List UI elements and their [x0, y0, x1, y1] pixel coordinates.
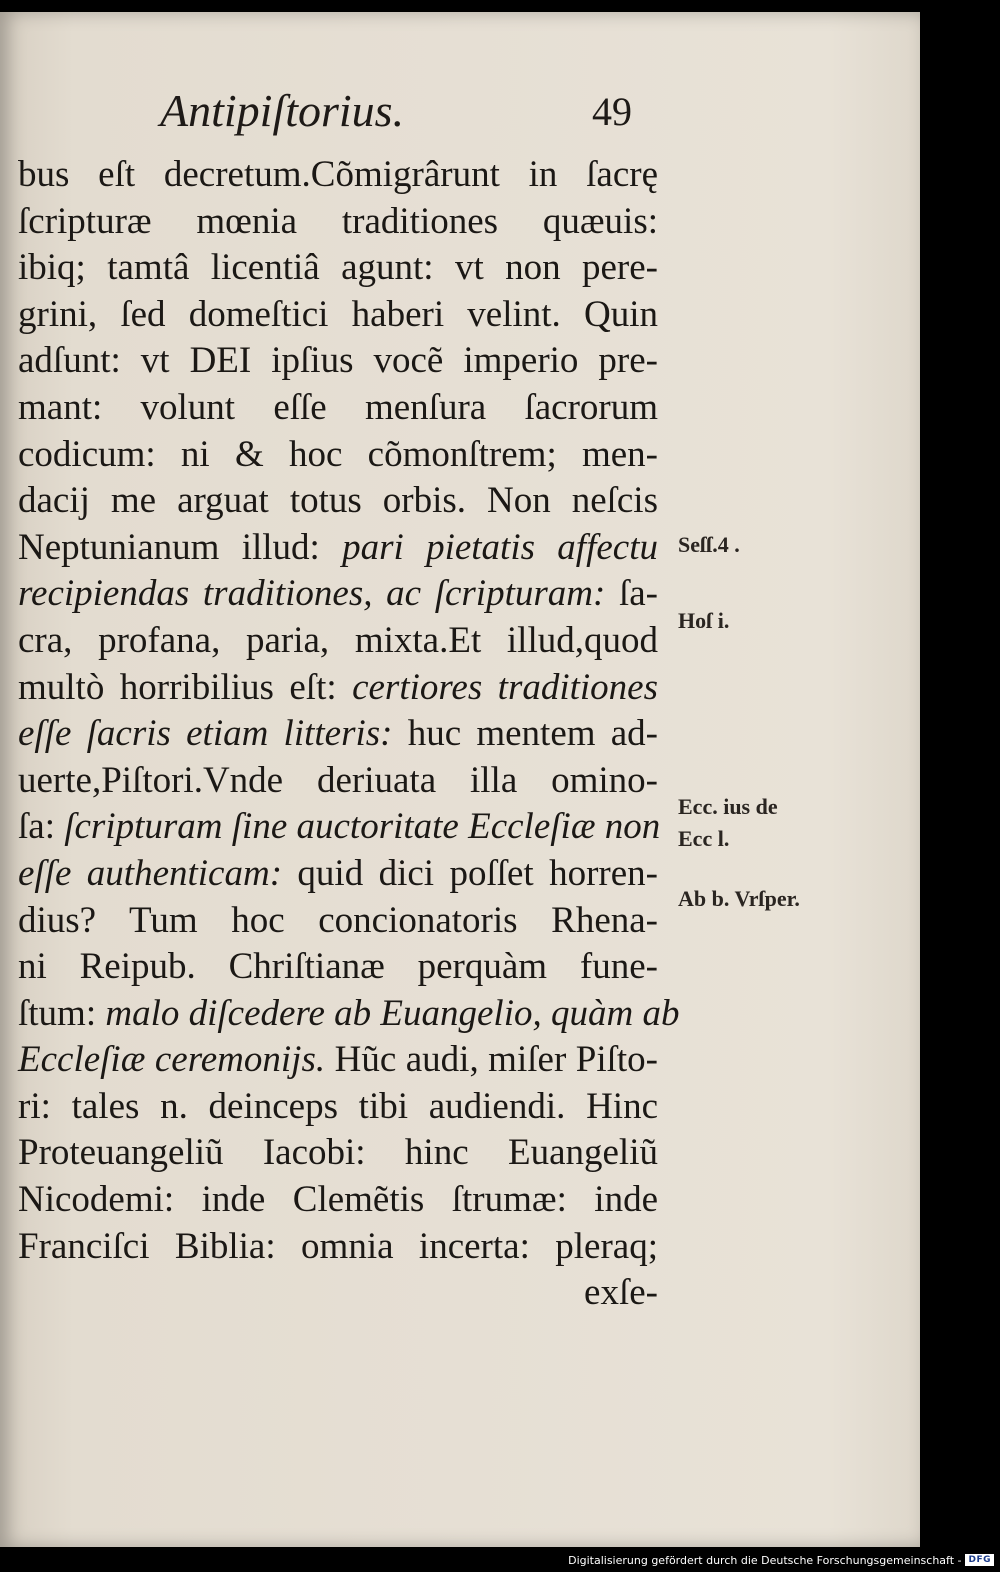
- text-line: ibiq; tamtâ licentiâ agunt: vt non pere-: [18, 247, 658, 289]
- text-line: recipiendas traditiones, ac ſcripturam: ſa-: [18, 573, 658, 615]
- text-line: Neptunianum illud: pari pietatis affectu: [18, 526, 658, 568]
- text-line: Nicodemi: inde Clemẽtis ſtrumæ: inde: [18, 1179, 658, 1221]
- italic-quote: eſſe ſacris etiam litteris:: [18, 713, 393, 755]
- text-line: uerte,Piſtori.Vnde deriuata illa omino-: [18, 759, 658, 801]
- italic-quote: Eccleſiæ ceremonijs.: [18, 1039, 326, 1081]
- italic-quote: ſcripturam ſine auctoritate Eccleſiæ non: [54, 806, 661, 848]
- italic-quote: pari pietatis affectu: [319, 526, 658, 568]
- text-line: dacij me arguat totus orbis. Non neſcis: [18, 480, 658, 522]
- text-line: eſſe ſacris etiam litteris: huc mentem ad-: [18, 713, 658, 755]
- italic-quote: malo diſcedere ab Euangelio, quàm ab: [96, 992, 680, 1034]
- text-line: dius? Tum hoc concionatoris Rhena-: [18, 899, 658, 941]
- catchword: exſe-: [584, 1272, 658, 1314]
- margin-note: Seſſ.4 .: [678, 532, 740, 557]
- margin-note: Ecc. ius de: [678, 794, 778, 819]
- text-line: Proteuangeliũ Iacobi: hinc Euangeliũ: [18, 1132, 658, 1174]
- margin-note: Hoſ i.: [678, 608, 730, 633]
- book-page: [0, 12, 920, 1547]
- text-line: Franciſci Biblia: omnia incerta: pleraq;: [18, 1225, 658, 1267]
- margin-note: Ab b. Vrſper.: [678, 886, 800, 911]
- text-line: grini, ſed domeſtici haberi velint. Quin: [18, 293, 658, 335]
- text-line: ſcripturæ mœnia traditiones quæuis:: [18, 200, 658, 242]
- margin-note: Ecc l.: [678, 826, 730, 851]
- page-header: [160, 84, 660, 144]
- text-line: ſtum: malo diſcedere ab Euangelio, quàm ab: [18, 992, 680, 1034]
- credit-text: Digitalisierung gefördert durch die Deutsche Forschungsgemeinschaft -: [568, 1553, 962, 1567]
- text-line: ri: tales n. deinceps tibi audiendi. Hinc: [18, 1085, 658, 1127]
- italic-quote: certiores traditiones: [336, 666, 658, 708]
- text-line: ni Reipub. Chriſtianæ perquàm fune-: [18, 946, 658, 988]
- text-line: multò horribilius eſt: certiores traditiones: [18, 666, 658, 708]
- text-line: eſſe authenticam: quid dici poſſet horren-: [18, 852, 658, 894]
- digitization-credit: [568, 1550, 994, 1570]
- text-line: cra, profana, paria, mixta.Et illud,quod: [18, 619, 658, 661]
- body-text: [18, 152, 800, 1317]
- text-line: adſunt: vt DEI ipſius vocẽ imperio pre-: [18, 340, 658, 382]
- text-line: bus eſt decretum.Cõmigrârunt in ſacrę: [18, 154, 658, 195]
- text-line: Eccleſiæ ceremonijs. Hũc audi, miſer Piſto-: [18, 1039, 659, 1081]
- running-title: Antipiſtorius.: [160, 85, 405, 136]
- text-line: ſa: ſcripturam ſine auctoritate Eccleſiæ non: [18, 806, 661, 848]
- page-number: 49: [592, 89, 632, 134]
- text-line: mant: volunt eſſe menſura ſacrorum: [18, 386, 658, 428]
- italic-quote: eſſe authenticam:: [18, 852, 283, 894]
- text-line: codicum: ni & hoc cõmonſtrem; men-: [18, 433, 658, 475]
- dfg-logo: DFG: [965, 1554, 994, 1566]
- italic-quote: recipiendas traditiones, ac ſcripturam:: [18, 573, 606, 615]
